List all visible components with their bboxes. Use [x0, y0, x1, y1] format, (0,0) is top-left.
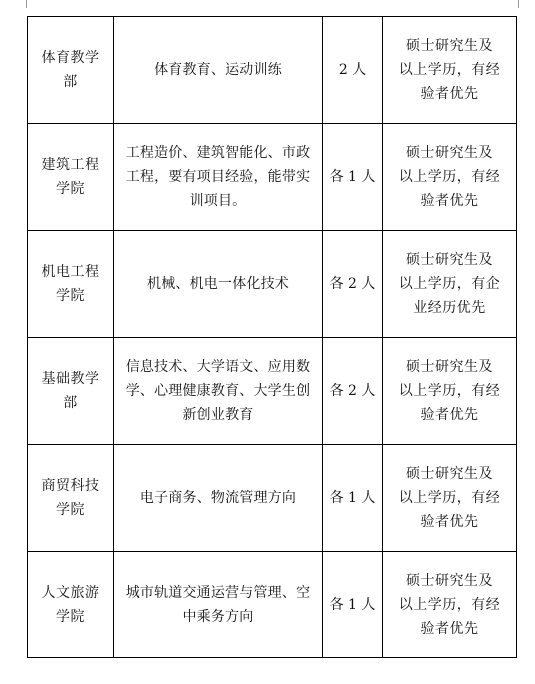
requirement-cell [383, 17, 517, 124]
major-text: 电子商务、物流管理方向 [139, 490, 297, 506]
page-corner-mark-right [518, 0, 527, 8]
department-text: 体育教学 部 [41, 50, 100, 90]
requirement-text: 硕士研究生及 以上学历，有经 验者优先 [398, 359, 501, 423]
requirement-text: 硕士研究生及 以上学历，有经 验者优先 [398, 145, 501, 209]
major-text: 机械、机电一体化技术 [147, 276, 289, 292]
table-row [28, 445, 517, 552]
requirement-text: 硕士研究生及 以上学历，有经 验者优先 [398, 466, 501, 530]
major-text: 城市轨道交通运营与管理、空 中乘务方向 [125, 584, 311, 625]
major-text: 体育教育、运动训练 [154, 62, 282, 78]
count-cell [323, 124, 383, 231]
recruitment-table [27, 16, 517, 658]
department-text: 人文旅游 学院 [41, 584, 100, 625]
major-cell [114, 445, 323, 552]
count-text: 各 1 人 [329, 169, 376, 185]
major-cell [114, 124, 323, 231]
count-cell [323, 338, 383, 445]
table-row [28, 124, 517, 231]
department-text: 基础教学 部 [41, 371, 100, 411]
department-text: 商贸科技 学院 [41, 478, 100, 518]
count-cell [323, 552, 383, 658]
department-cell [28, 124, 114, 231]
table-row [28, 552, 517, 658]
requirement-cell [383, 445, 517, 552]
count-text: 2 人 [338, 62, 367, 78]
major-cell [114, 17, 323, 124]
department-text: 机电工程 学院 [41, 264, 100, 304]
major-cell [114, 231, 323, 338]
department-cell [28, 338, 114, 445]
requirement-text: 硕士研究生及 以上学历，有企 业经历优先 [398, 252, 501, 316]
table-row [28, 17, 517, 124]
department-cell [28, 231, 114, 338]
count-text: 各 1 人 [329, 596, 376, 613]
count-cell [323, 231, 383, 338]
count-cell [323, 17, 383, 124]
requirement-cell [383, 124, 517, 231]
count-text: 各 2 人 [329, 276, 376, 292]
requirement-cell [383, 338, 517, 445]
count-cell [323, 445, 383, 552]
department-text: 建筑工程 学院 [41, 157, 100, 197]
count-text: 各 1 人 [329, 490, 376, 506]
requirement-cell [383, 231, 517, 338]
table-row [28, 338, 517, 445]
requirement-text: 硕士研究生及 以上学历，有经 验者优先 [398, 38, 501, 102]
page-corner-mark-left [18, 0, 27, 8]
department-cell [28, 552, 114, 658]
requirement-cell [383, 552, 517, 658]
requirement-text: 硕士研究生及 以上学历，有经 验者优先 [398, 572, 501, 637]
major-text: 工程造价、建筑智能化、市政 工程，要有项目经验，能带实 训项目。 [125, 145, 311, 209]
major-cell [114, 338, 323, 445]
major-text: 信息技术、大学语文、应用数 学、心理健康教育、大学生创 新创业教育 [125, 359, 311, 423]
count-text: 各 2 人 [329, 383, 376, 399]
department-cell [28, 445, 114, 552]
major-cell [114, 552, 323, 658]
department-cell [28, 17, 114, 124]
table-row [28, 231, 517, 338]
